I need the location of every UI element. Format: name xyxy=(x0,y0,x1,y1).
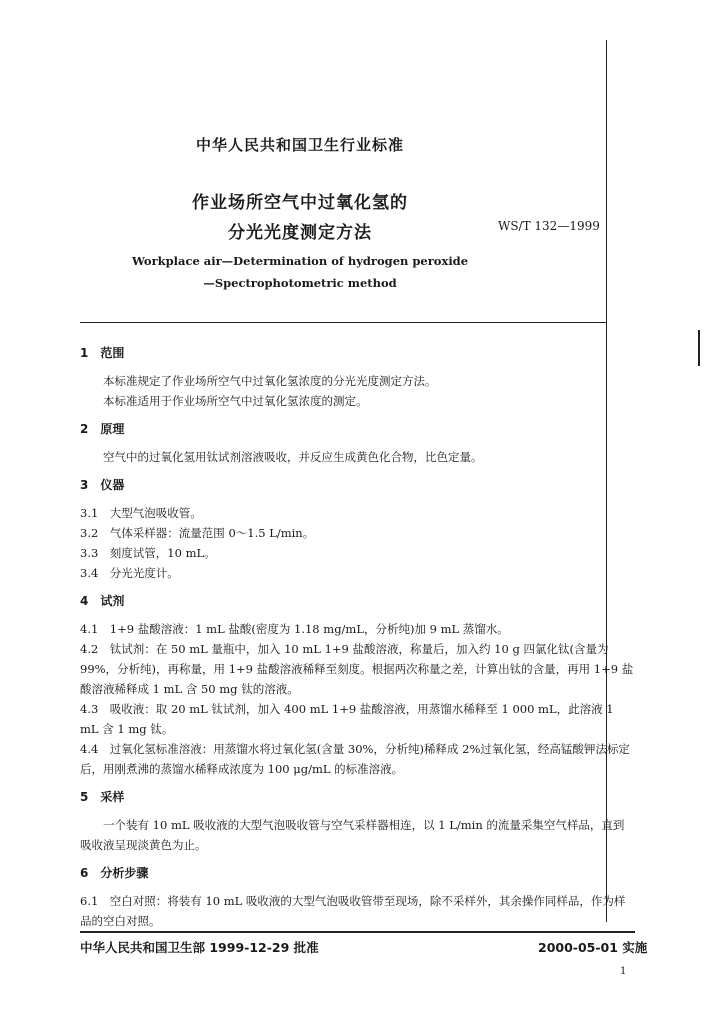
english-title-line1: Workplace air—Determination of hydrogen peroxide xyxy=(131,254,469,268)
margin-rule-top xyxy=(606,40,607,322)
section-3-item-4: 3.4 分光光度计。 xyxy=(80,566,179,580)
header-divider xyxy=(80,322,606,323)
section-2-paragraph-1: 空气中的过氧化氢用钛试剂溶液吸收，并反应生成黄色化合物，比色定量。 xyxy=(103,450,483,464)
standard-type: 中华人民共和国卫生行业标准 xyxy=(195,136,404,154)
section-3-title: 3 仪器 xyxy=(80,478,125,492)
scan-mark-right xyxy=(698,330,700,366)
section-6-title: 6 分析步骤 xyxy=(80,866,149,880)
english-title-line2: —Spectrophotometric method xyxy=(203,276,397,290)
document-title-line2: 分光光度测定方法 xyxy=(228,223,372,243)
document-title-line1: 作业场所空气中过氧化氢的 xyxy=(192,193,408,213)
approval-line: 中华人民共和国卫生部 1999-12-29 批准 xyxy=(80,940,319,955)
implementation-date: 2000-05-01 实施 xyxy=(538,940,648,955)
section-1-paragraph-2: 本标准适用于作业场所空气中过氧化氢浓度的测定。 xyxy=(103,394,368,408)
section-3-item-2: 3.2 气体采样器：流量范围 0～1.5 L/min。 xyxy=(80,526,315,540)
section-2-title: 2 原理 xyxy=(80,422,125,436)
section-4-item-3: 4.3 吸收液：取 20 mL 钛试剂，加入 400 mL 1+9 盐酸溶液，用蒸馏水稀释至 1 000 mL，此溶液 1 mL 含 1 mg 钛。 xyxy=(80,702,614,736)
section-3-item-3: 3.3 刻度试管，10 mL。 xyxy=(80,546,216,560)
standard-code: WS/T 132—1999 xyxy=(498,219,600,233)
section-5-title: 5 采样 xyxy=(80,790,125,804)
section-4-item-4: 4.4 过氧化氢标准溶液：用蒸馏水将过氧化氢(含量 30%，分析纯)稀释成 2%过氧化氢，经高锰酸钾法标定后，用刚煮沸的蒸馏水稀释成浓度为 100 μg/mL 的标准溶液。 xyxy=(80,742,630,776)
section-1-paragraph-1: 本标准规定了作业场所空气中过氧化氢浓度的分光光度测定方法。 xyxy=(103,374,437,388)
section-6-item-1: 6.1 空白对照：将装有 10 mL 吸收液的大型气泡吸收管带至现场，除不采样外，其余操作同样品，作为样品的空白对照。 xyxy=(80,894,626,928)
section-4-item-2: 4.2 钛试剂：在 50 mL 量瓶中，加入 10 mL 1+9 盐酸溶液，称量后，加入约 10 g 四氯化钛(含量为 99%，分析纯)，再称量，用 1+9 盐酸溶液稀释至刻度。根据两次称量之差，计算出钛的含量，再用 1+9 盐酸溶液稀释成 1 mL 含 50 mg 钛的溶液。 xyxy=(80,642,634,696)
document-body xyxy=(80,343,635,931)
section-4-item-1: 4.1 1+9 盐酸溶液：1 mL 盐酸(密度为 1.18 mg/mL，分析纯)加 9 mL 蒸馏水。 xyxy=(80,622,509,636)
section-4-title: 4 试剂 xyxy=(80,594,125,608)
section-1-title: 1 范围 xyxy=(80,346,125,360)
footer-divider xyxy=(80,931,635,933)
section-3-item-1: 3.1 大型气泡吸收管。 xyxy=(80,506,202,520)
page-number: 1 xyxy=(620,966,627,977)
section-5-paragraph-1: 一个装有 10 mL 吸收液的大型气泡吸收管与空气采样器相连，以 1 L/min 的流量采集空气样品，直到吸收液呈现淡黄色为止。 xyxy=(80,818,625,852)
